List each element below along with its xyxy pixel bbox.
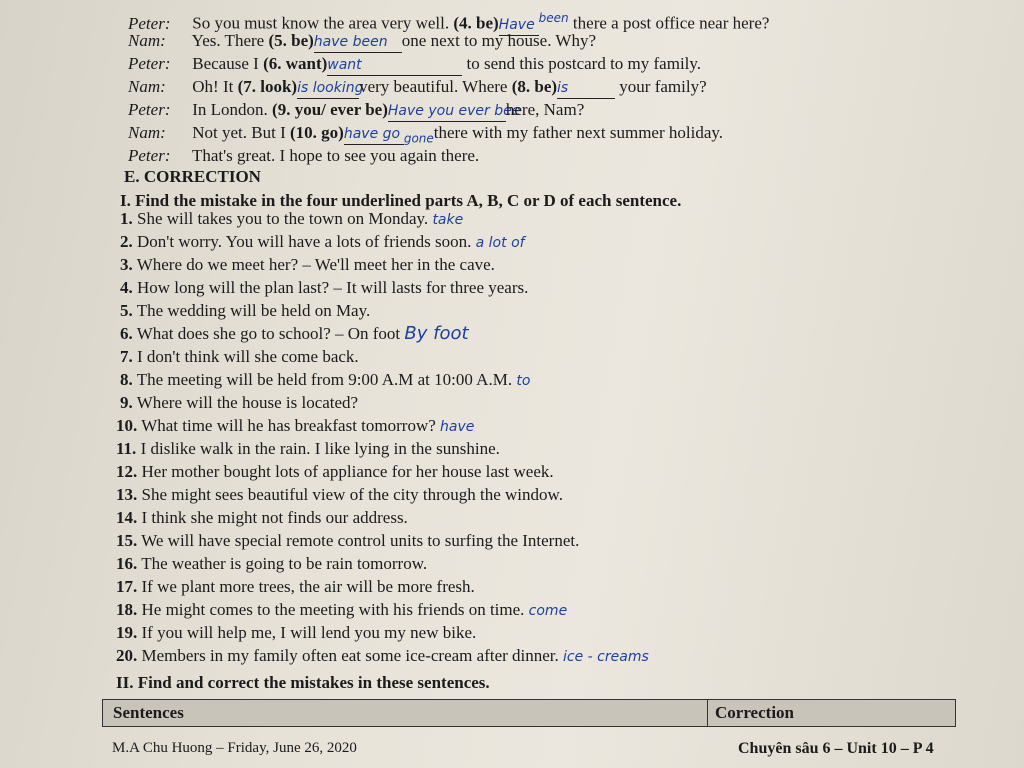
sentence-12: 12. Her mother bought lots of appliance for her house last week. (116, 462, 554, 481)
sentence-20: 20. Members in my family often eat some ice-cream after dinner. ice - creams (116, 646, 649, 665)
sentence-8: 8. The meeting will be held from 9:00 A.M at 10:00 A.M. to (120, 370, 531, 389)
sentence-16: 16. The weather is going to be rain tomorrow. (116, 554, 428, 573)
sentence-1: 1. She will takes you to the town on Monday. take (120, 209, 464, 228)
answer-5: have been (314, 32, 402, 53)
dialogue-line-7: Peter: That's great. I hope to see you again there. (128, 146, 480, 165)
sentences-column (103, 700, 708, 726)
dialogue-line-1: Peter: So you must know the area very well. (4. be)Have $^{been}$ there a post office near here? (128, 8, 769, 36)
answer-8: is (557, 78, 615, 99)
dialogue-line-3: Peter: Because I (6. want)want to send this postcard to my family. (128, 54, 701, 76)
answer-7: is looking (297, 78, 359, 99)
sentence-11: 11. I dislike walk in the rain. I like lying in the sunshine. (116, 439, 500, 458)
answer-6: want (327, 55, 462, 76)
dialogue-line-5: Peter: In London. (9. you/ ever be)Have you ever beehere, Nam? (128, 100, 584, 122)
section-heading: E. CORRECTION (124, 167, 261, 186)
sentence-14: 14. I think she might not finds our address. (116, 508, 408, 527)
answer-10: have go (344, 124, 404, 145)
sentence-2: 2. Don't worry. You will have a lots of friends soon. a lot of (120, 232, 525, 251)
correction-column-label: Correction (715, 703, 794, 722)
dialogue-line-4: Nam: Oh! It (7. look)is lookingvery beautiful. Where (8. be)is your family? (128, 77, 707, 99)
footer-author-date: M.A Chu Huong – Friday, June 26, 2020 (112, 740, 357, 756)
sentence-9: 9. Where will the house is located? (120, 393, 359, 412)
answer-9: Have you ever bee (388, 101, 506, 122)
answer-4: Have (499, 15, 539, 36)
sentences-column-label: Sentences (113, 703, 184, 722)
sentence-5: 5. The wedding will be held on May. (120, 301, 371, 320)
sentence-15: 15. We will have special remote control units to surfing the Internet. (116, 531, 580, 550)
sentence-18: 18. He might comes to the meeting with his friends on time. come (116, 600, 568, 619)
sentence-3: 3. Where do we meet her? – We'll meet her in the cave. (120, 255, 495, 274)
dialogue-line-2: Nam: Yes. There (5. be)have been one next to my house. Why? (128, 31, 596, 53)
sentence-13: 13. She might sees beautiful view of the city through the window. (116, 485, 563, 504)
correction-table-header (102, 699, 956, 727)
dialogue-line-6: Nam: Not yet. But I (10. go)have go $_{gone}$there with my father next summer holiday. (128, 123, 724, 146)
part-2-title: II. Find and correct the mistakes in these sentences. (116, 673, 490, 692)
sentence-17: 17. If we plant more trees, the air will be more fresh. (116, 577, 475, 596)
footer-unit-page: Chuyên sâu 6 – Unit 10 – P 4 (738, 740, 934, 757)
sentence-6: 6. What does she go to school? – On foot By foot (120, 323, 469, 344)
part-1-title: I. Find the mistake in the four underlined parts A, B, C or D of each sentence. (120, 191, 682, 210)
sentence-10: 10. What time will he has breakfast tomorrow? have (116, 416, 475, 435)
sentence-4: 4. How long will the plan last? – It will lasts for three years. (120, 278, 529, 297)
sentence-7: 7. I don't think will she come back. (120, 347, 359, 366)
sentence-19: 19. If you will help me, I will lend you my new bike. (116, 623, 477, 642)
